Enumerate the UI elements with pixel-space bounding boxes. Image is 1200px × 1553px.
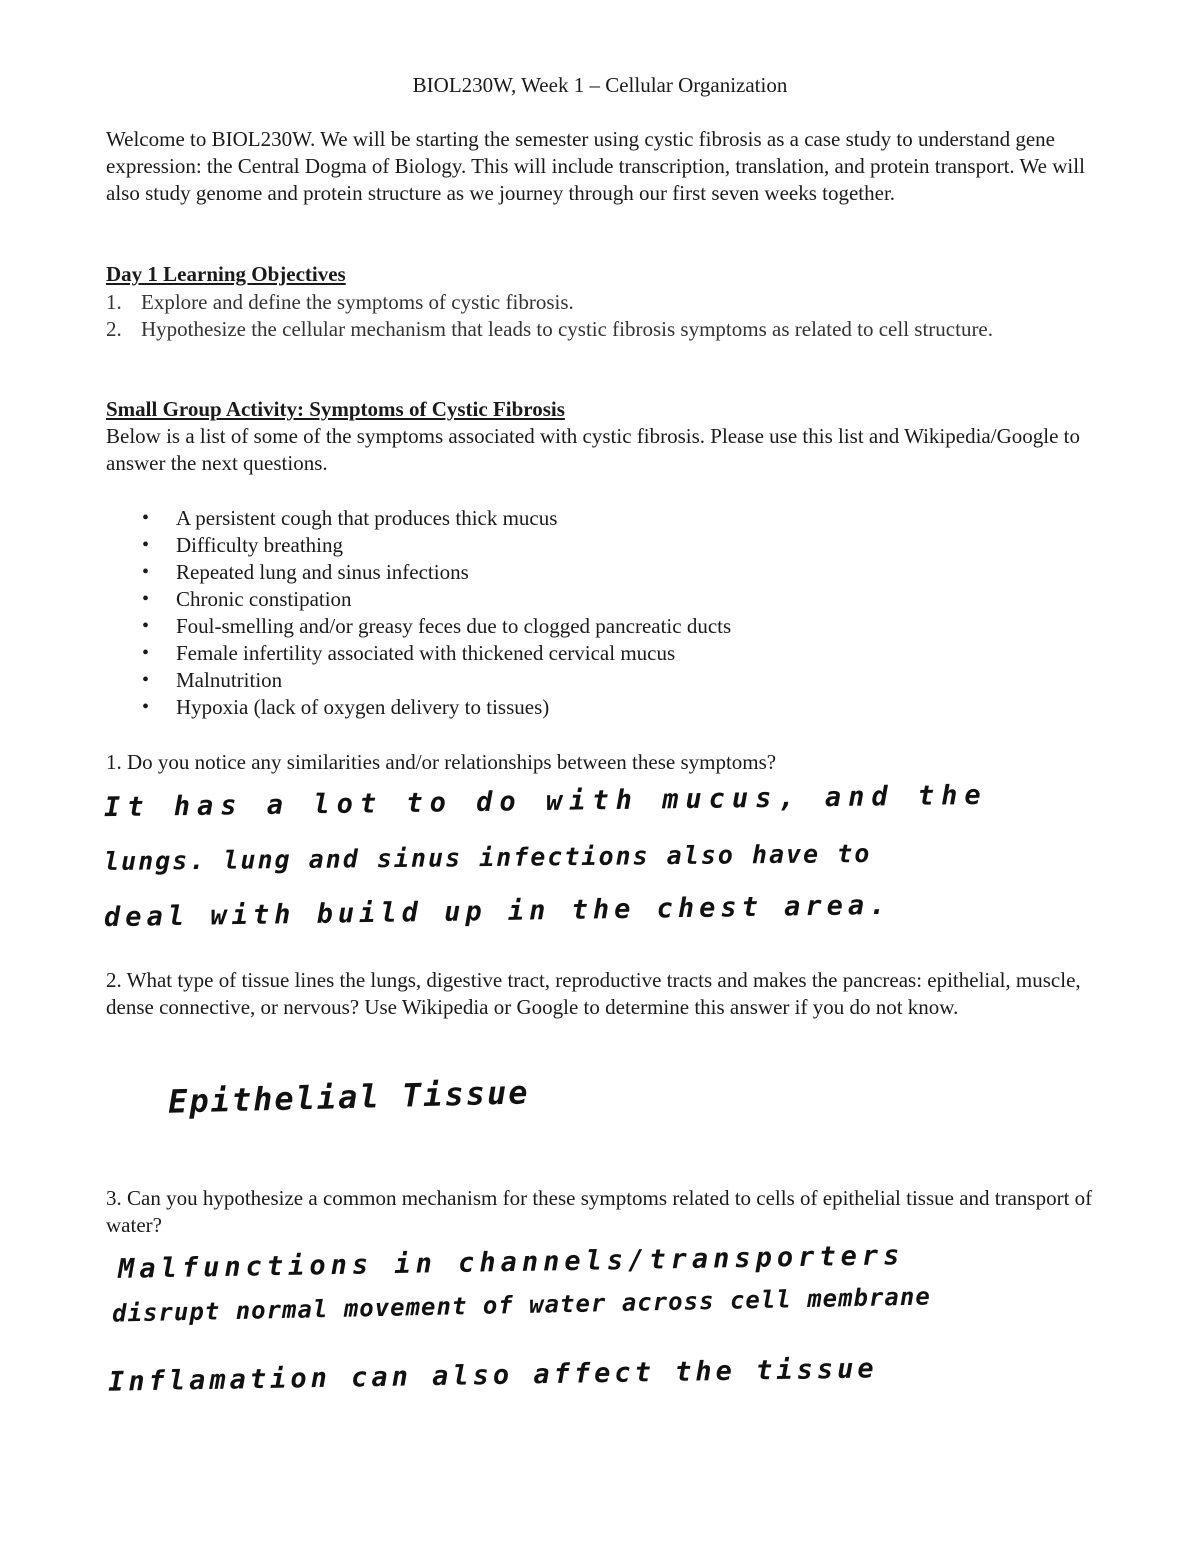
objective-number: 1.	[106, 290, 122, 314]
objectives-heading: Day 1 Learning Objectives	[106, 262, 346, 286]
page-title: BIOL230W, Week 1 – Cellular Organization	[412, 73, 788, 97]
handwritten-answer-line: lungs. lung and sinus infections also have to	[103, 838, 872, 877]
list-item	[106, 316, 1096, 343]
objective-number: 2.	[106, 317, 122, 341]
list-item: • Difficulty breathing	[106, 532, 1096, 559]
list-item: • Repeated lung and sinus infections	[106, 559, 1096, 586]
handwritten-answer-line: deal with build up in the chest area.	[103, 889, 891, 934]
list-item	[106, 289, 1096, 316]
question-3-text: 3. Can you hypothesize a common mechanism for these symptoms related to cells of epithelial tissue and transport of water?	[106, 1186, 1093, 1237]
objective-text: Explore and define the symptoms of cystic fibrosis.	[141, 290, 574, 314]
activity-heading: Small Group Activity: Symptoms of Cystic Fibrosis	[106, 397, 565, 421]
list-item: • Hypoxia (lack of oxygen delivery to tissues)	[106, 694, 1096, 721]
list-item: • Female infertility associated with thickened cervical mucus	[106, 640, 1096, 667]
objective-text: Hypothesize the cellular mechanism that leads to cystic fibrosis symptoms as related to cell structure.	[141, 317, 994, 341]
handwritten-answer-line: Epithelial Tissue	[167, 1073, 530, 1121]
handwritten-answer-line: It has a lot to do with mucus, and the	[103, 779, 988, 824]
handwritten-answer-line: Malfunctions in channels/transporters	[117, 1240, 905, 1285]
question-1-text: 1. Do you notice any similarities and/or relationships between these symptoms?	[106, 750, 777, 774]
list-item: • A persistent cough that produces thick mucus	[106, 505, 1096, 532]
list-item: • Foul-smelling and/or greasy feces due to clogged pancreatic ducts	[106, 613, 1096, 640]
symptom-list	[106, 505, 1096, 721]
list-item: • Malnutrition	[106, 667, 1096, 694]
handwritten-answer-line: disrupt normal movement of water across cell membrane	[111, 1282, 932, 1328]
intro-paragraph: Welcome to BIOL230W. We will be starting the semester using cystic fibrosis as a case study to understand gene expression: the Central Dogma of Biology. This will include transcription, translation, and protein transport. We will also study genome and protein structure as we journey through our first seven weeks together.	[106, 127, 1085, 205]
list-item: • Chronic constipation	[106, 586, 1096, 613]
handwritten-answer-line: Inflamation can also affect the tissue	[107, 1353, 878, 1398]
activity-intro: Below is a list of some of the symptoms associated with cystic fibrosis. Please use this list and Wikipedia/Google to answer the next questions.	[106, 424, 1080, 475]
objectives-list	[106, 289, 1096, 343]
question-2-text: 2. What type of tissue lines the lungs, digestive tract, reproductive tracts and makes the pancreas: epithelial, muscle, dense connective, or nervous? Use Wikipedia or Google to determine this answer if you do not know.	[106, 968, 1081, 1019]
